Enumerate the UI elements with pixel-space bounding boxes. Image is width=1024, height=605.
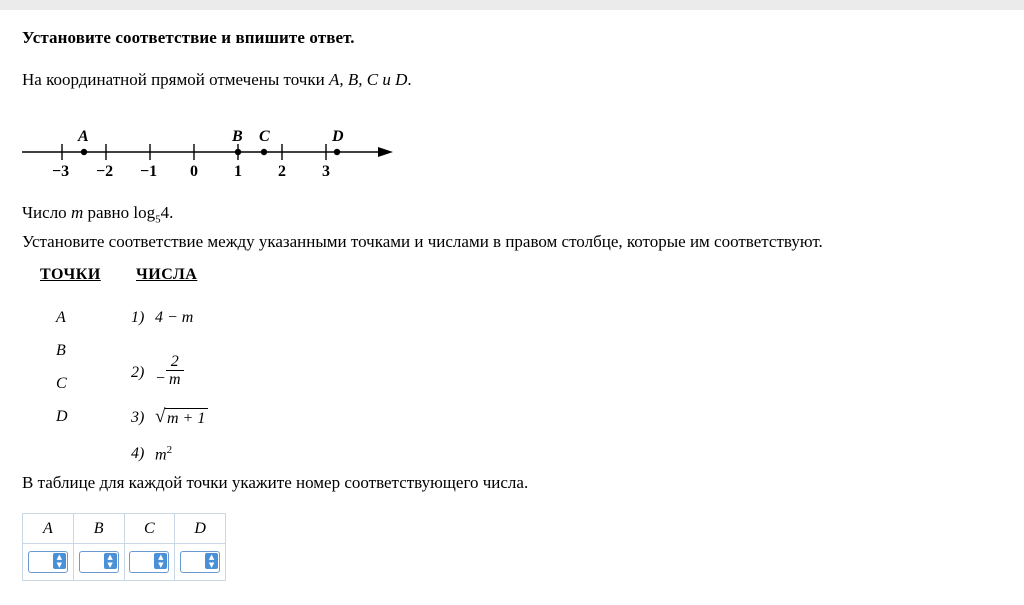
intro-text — [22, 70, 412, 90]
m-definition — [22, 203, 173, 225]
m-prefix: Число — [22, 203, 71, 222]
power-base: m — [155, 446, 167, 464]
answer-input-d[interactable] — [180, 551, 220, 573]
m-middle: равно log — [83, 203, 156, 222]
numbers-column-header: ЧИСЛА — [136, 266, 198, 283]
numberline-label-d: D — [332, 128, 344, 145]
radicand: m + 1 — [165, 408, 208, 428]
point-item-d: D — [56, 408, 68, 425]
power-exponent: 2 — [166, 444, 173, 456]
radical-icon: √ — [155, 406, 166, 427]
answer-cell-c[interactable] — [124, 544, 175, 581]
axis-tick--2: −2 — [96, 163, 114, 180]
answer-header-b: B — [73, 514, 124, 544]
number-item-4 — [131, 444, 172, 464]
intro-before: На координатной прямой отмечены точки — [22, 70, 329, 89]
axis-tick--3: −3 — [52, 163, 70, 180]
axis-tick-1: 1 — [234, 163, 242, 180]
stepper-a-icon[interactable]: ▲ ▼ — [53, 553, 66, 569]
bottom-instruction: В таблице для каждой точки укажите номер соответствующего числа. — [22, 473, 529, 492]
answer-input-c[interactable] — [129, 551, 169, 573]
fraction-numerator: 2 — [170, 353, 179, 370]
table-row-inputs — [23, 544, 226, 581]
axis-tick-0: 0 — [190, 163, 198, 180]
number-item-2 — [131, 353, 184, 390]
intro-after: . — [407, 70, 412, 89]
page-title: Установите соответствие и впишите ответ. — [22, 28, 355, 47]
browser-chrome-strip — [0, 0, 1024, 10]
answer-header-c: C — [124, 514, 175, 544]
number-index-1: 1) — [131, 309, 145, 326]
number-expr-2 — [155, 353, 184, 390]
number-expr-1: 4 − m — [155, 309, 194, 327]
numberline-label-a: A — [78, 128, 89, 145]
number-line-svg — [10, 120, 430, 190]
numberline-label-c: C — [259, 128, 270, 145]
square-root — [155, 408, 208, 428]
intro-points: A, B, C и D — [328, 70, 408, 89]
fraction-denominator: m — [169, 371, 181, 388]
answer-header-d: D — [175, 514, 226, 544]
axis-tick-2: 2 — [278, 163, 286, 180]
number-expr-4 — [155, 444, 172, 464]
number-line-diagram — [10, 120, 430, 190]
m-variable: m — [70, 203, 84, 222]
point-item-a: A — [56, 309, 66, 326]
answer-input-b[interactable] — [79, 551, 119, 573]
stepper-d-icon[interactable]: ▲ ▼ — [205, 553, 218, 569]
number-index-2: 2) — [131, 363, 145, 381]
numberline-label-b: B — [232, 128, 243, 145]
fraction-minus: − — [155, 370, 166, 387]
axis-tick--1: −1 — [140, 163, 158, 180]
point-item-c: C — [56, 375, 67, 392]
stepper-b-icon[interactable]: ▲ ▼ — [104, 553, 117, 569]
number-item-1 — [131, 309, 193, 327]
answer-header-a: A — [23, 514, 74, 544]
answer-cell-d[interactable] — [175, 544, 226, 581]
fraction-2-over-m — [166, 354, 184, 388]
points-column-header: ТОЧКИ — [40, 266, 101, 283]
point-item-b: B — [56, 342, 66, 359]
number-item-3 — [131, 408, 208, 428]
answer-cell-a[interactable] — [23, 544, 74, 581]
answer-input-a[interactable] — [28, 551, 68, 573]
table-row-headers — [23, 514, 226, 544]
axis-tick-3: 3 — [322, 163, 330, 180]
answer-cell-b[interactable] — [73, 544, 124, 581]
answer-table — [22, 513, 226, 581]
instruction-text: Установите соответствие между указанными точками и числами в правом столбце, которые им соответствуют. — [22, 232, 823, 251]
number-index-4: 4) — [131, 444, 145, 462]
number-index-3: 3) — [131, 408, 145, 426]
number-expr-3 — [155, 408, 208, 428]
log-base: 5 — [155, 213, 161, 226]
stepper-c-icon[interactable]: ▲ ▼ — [154, 553, 167, 569]
log-argument: 4. — [160, 203, 174, 222]
